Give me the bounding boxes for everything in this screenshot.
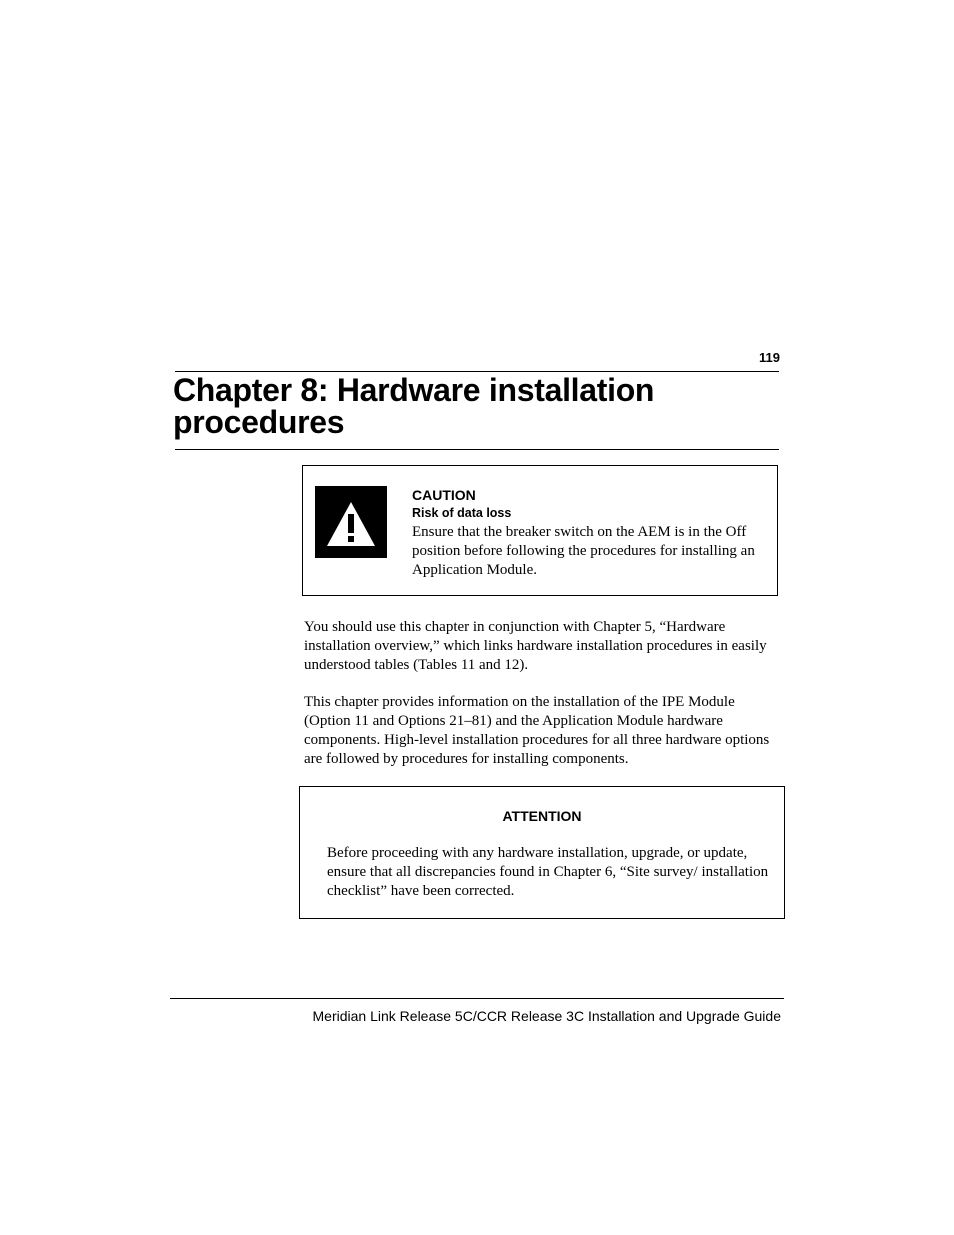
chapter-title: Chapter 8: Hardware installation procedures [173,372,655,440]
attention-heading: ATTENTION [502,808,582,824]
caution-heading: CAUTION [412,487,476,503]
footer-text: Meridian Link Release 5C/CCR Release 3C Installation and Upgrade Guide [312,1008,781,1024]
footer-rule [170,998,784,999]
title-bottom-rule [175,449,779,450]
body-paragraph-2: This chapter provides information on the installation of the IPE Module (Option 11 and Options 21–81) and the Application Module hardware components. High-level installation procedures for all three hardware options are followed by procedures for installing components. [304,694,770,767]
attention-body: Before proceeding with any hardware installation, upgrade, or update, ensure that all discrepancies found in Chapter 6, “Site survey/ installation checklist” have been corrected. [327,845,769,899]
page-number: 119 [759,350,780,365]
caution-text [412,486,772,580]
caution-body: Ensure that the breaker switch on the AEM is in the Off position before following the procedures for installing an Application Module. [412,524,755,578]
caution-box [302,465,778,596]
attention-box [299,786,785,919]
body-paragraph-1: You should use this chapter in conjunction with Chapter 5, “Hardware installation overview,” which links hardware installation procedures in easily understood tables (Tables 11 and 12). [304,619,767,673]
warning-icon [315,486,387,558]
caution-subheading: Risk of data loss [412,506,512,520]
